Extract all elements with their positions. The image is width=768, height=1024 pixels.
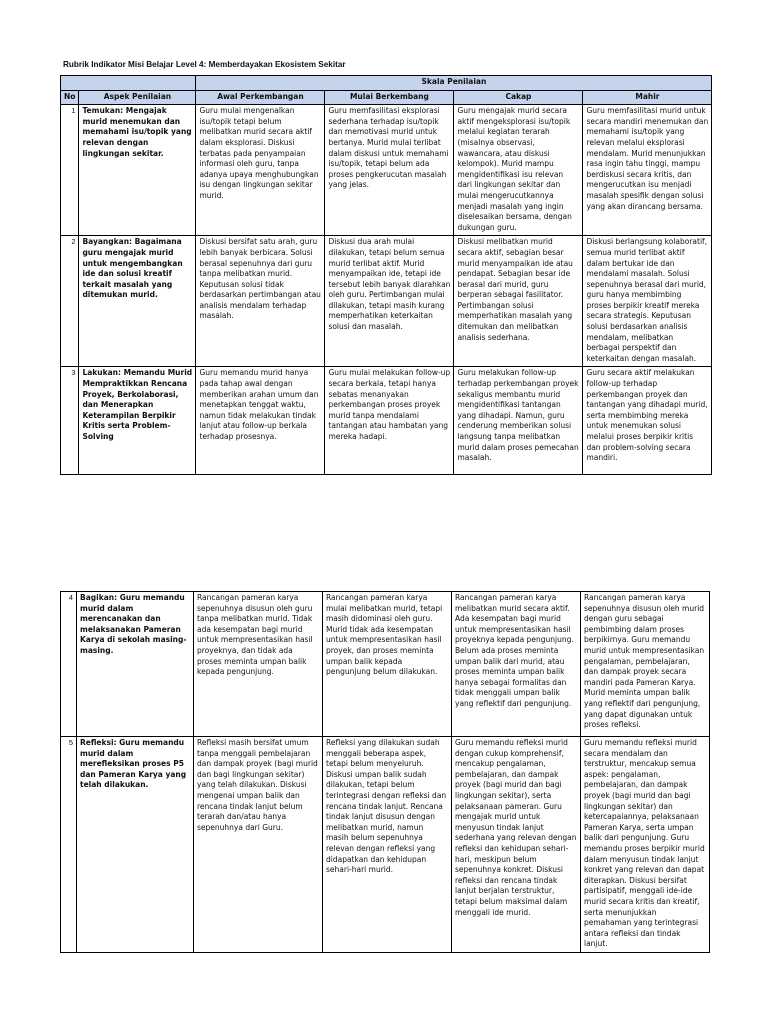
level-mulai-cell: Refleksi yang dilakukan sudah menggali beberapa aspek, tetapi belum menyeluruh. Diskusi umpan balik sudah dilakukan, tetapi belum terintegrasi dengan refleksi dan rencana tindak lanjut. Rencana tindak lanjut disusun dengan melibatkan murid, namun masih belum sepenuhnya relevan dengan refleksi yang didapatkan dan kehidupan sehari-hari murid.: [323, 737, 452, 953]
level-cakap-cell: Diskusi melibatkan murid secara aktif, sebagian besar murid menyampaikan ide atau pendapat. Sebagian besar ide berasal dari murid, guru berperan sebagai fasilitator. Pertimbangan solusi memperhatikan masalah yang ditemukan dan melibatkan analisis sederhana.: [454, 236, 583, 367]
table-row: [61, 367, 712, 475]
row-number: 5: [61, 737, 77, 953]
header-level-mulai: Mulai Berkembang: [325, 90, 454, 105]
level-mulai-cell: Rancangan pameran karya mulai melibatkan murid, tetapi masih didominasi oleh guru. Murid tidak ada kesempatan untuk mempresentasikan hasil proyek, dan proses meminta umpan balik kepada pengunjung belum dilakukan.: [323, 592, 452, 737]
aspect-cell: Refleksi: Guru memandu murid dalam merefleksikan proses P5 dan Pameran Karya yang telah dilakukan.: [77, 737, 194, 953]
header-skala-penilaian: Skala Penilaian: [196, 76, 712, 91]
aspect-cell: Bagikan: Guru memandu murid dalam merencanakan dan melaksanakan Pameran Karya di sekolah masing-masing.: [77, 592, 194, 737]
rubric-table-page-2: [60, 591, 710, 953]
level-mahir-cell: Guru memfasilitasi murid untuk secara mandiri menemukan dan memahami isu/topik yang relevan melalui eksplorasi mendalam. Murid menunjukkan rasa ingin tahu tinggi, mampu berdiskusi secara kritis, dan mengerucutkan isu menjadi masalah spesifik dengan solusi yang akan dirancang bersama.: [583, 105, 712, 236]
row-number: 2: [61, 236, 79, 367]
level-cakap-cell: Guru memandu refleksi murid dengan cukup komprehensif, mencakup pengalaman, pembelajaran, dan dampak proyek (bagi murid dan bagi lingkungan sekitar), serta pelaksanaan pameran. Guru mengajak murid untuk menyusun tindak lanjut sederhana yang relevan dengan refleksi dan kehidupan sehari-hari, meskipun belum sepenuhnya konkret. Diskusi refleksi dan rencana tindak lanjut berjalan terstruktur, tetapi belum maksimal dalam menggali ide murid.: [452, 737, 581, 953]
document-title: Rubrik Indikator Misi Belajar Level 4: Memberdayakan Ekosistem Sekitar: [63, 60, 346, 69]
aspect-cell: Temukan: Mengajak murid menemukan dan memahami isu/topik yang relevan dengan lingkungan sekitar.: [79, 105, 196, 236]
header-row-columns: [61, 90, 712, 105]
level-mulai-cell: Guru mulai melakukan follow-up secara berkala, tetapi hanya sebatas menanyakan perkembangan proses proyek murid tanpa mendalami tantangan atau hambatan yang mereka hadapi.: [325, 367, 454, 475]
table-row: [61, 105, 712, 236]
level-mahir-cell: Diskusi berlangsung kolaboratif, semua murid terlibat aktif dalam bertukar ide dan mendalami masalah. Solusi sepenuhnya berasal dari murid, guru hanya membimbing proses berpikir kreatif mereka secara strategis. Keputusan solusi berdasarkan analisis mendalam, melibatkan berbagai perspektif dan keterkaitan dengan masalah.: [583, 236, 712, 367]
header-level-mahir: Mahir: [583, 90, 712, 105]
level-awal-cell: Rancangan pameran karya sepenuhnya disusun oleh guru tanpa melibatkan murid. Tidak ada kesempatan bagi murid untuk mempresentasikan hasil proyeknya, dan tidak ada proses meminta umpan balik kepada pengunjung.: [194, 592, 323, 737]
row-number: 3: [61, 367, 79, 475]
level-awal-cell: Guru memandu murid hanya pada tahap awal dengan memberikan arahan umum dan menetapkan tenggat waktu, namun tidak melakukan tindak lanjut atau follow-up berkala terhadap prosesnya.: [196, 367, 325, 475]
level-cakap-cell: Guru mengajak murid secara aktif mengeksplorasi isu/topik melalui kegiatan terarah (misalnya observasi, wawancara, atau diskusi kelompok). Murid mampu mengidentifikasi isu relevan dari lingkungan sekitar dan mulai mengerucutkannya menjadi masalah yang ingin diselesaikan bersama, dengan dukungan guru.: [454, 105, 583, 236]
level-cakap-cell: Guru melakukan follow-up terhadap perkembangan proyek sekaligus membantu murid mengidentifikasi tantangan yang dihadapi. Namun, guru cenderung memberikan solusi langsung tanpa melibatkan murid dalam proses pemecahan masalah.: [454, 367, 583, 475]
level-mulai-cell: Guru memfasilitasi eksplorasi sederhana terhadap isu/topik dan memotivasi murid untuk bertanya. Murid mulai terlibat dalam diskusi untuk memahami isu/topik, tetapi belum ada proses pengkerucutan masalah yang jelas.: [325, 105, 454, 236]
level-mulai-cell: Diskusi dua arah mulai dilakukan, tetapi belum semua murid terlibat aktif. Murid menyampaikan ide, tetapi ide tersebut lebih banyak diarahkan oleh guru. Pertimbangan mulai dilakukan, tetapi masih kurang memperhatikan keterkaitan solusi dan masalah.: [325, 236, 454, 367]
level-mahir-cell: Guru secara aktif melakukan follow-up terhadap perkembangan proyek dan tantangan yang dihadapi murid, serta membimbing mereka untuk menemukan solusi melalui proses berpikir kritis dan problem-solving secara mandiri.: [583, 367, 712, 475]
table-row: [61, 737, 710, 953]
aspect-cell: Bayangkan: Bagaimana guru mengajak murid untuk mengembangkan ide dan solusi kreatif terkait masalah yang ditemukan murid.: [79, 236, 196, 367]
rubric-table-page-1: [60, 75, 712, 475]
table-row: [61, 236, 712, 367]
level-mahir-cell: Guru memandu refleksi murid secara mendalam dan terstruktur, mencakup semua aspek: pengalaman, pembelajaran, dan dampak proyek (bagi murid dan bagi lingkungan sekitar) dan ketercapaiannya, pelaksanaan Pameran Karya, serta umpan balik dari pengunjung. Guru memandu proses berpikir murid dalam menyusun tindak lanjut konkret yang relevan dan dapat diterapkan. Diskusi bersifat partisipatif, menggali ide-ide murid secara kritis dan kreatif, serta menunjukkan pemahaman yang terintegrasi antara refleksi dan tindak lanjut.: [581, 737, 710, 953]
header-row-scale: [61, 76, 712, 91]
row-number: 1: [61, 105, 79, 236]
header-aspek: Aspek Penilaian: [79, 90, 196, 105]
aspect-cell: Lakukan: Memandu Murid Mempraktikkan Rencana Proyek, Berkolaborasi, dan Menerapkan Keterampilan Berpikir Kritis serta Problem-Solving: [79, 367, 196, 475]
row-number: 4: [61, 592, 77, 737]
level-awal-cell: Diskusi bersifat satu arah, guru lebih banyak berbicara. Solusi berasal sepenuhnya dari guru tanpa melibatkan murid. Keputusan solusi tidak berdasarkan pertimbangan atau analisis mendalam terhadap masalah.: [196, 236, 325, 367]
level-awal-cell: Refleksi masih bersifat umum tanpa menggali pembelajaran dan dampak proyek (bagi murid dan bagi lingkungan sekitar) yang telah dilakukan. Diskusi mengenai umpan balik dan rencana tindak lanjut belum terarah dan/atau hanya sepenuhnya dari Guru.: [194, 737, 323, 953]
header-blank: [61, 76, 196, 91]
level-mahir-cell: Rancangan pameran karya sepenuhnya disusun oleh murid dengan guru sebagai pembimbing dalam proses berpikirnya. Guru memandu murid untuk mempresentasikan pengalaman, pembelajaran, dan dampak proyek secara mandiri pada Pameran Karya. Murid meminta umpan balik yang reflektif dari pengunjung, yang dapat digunakan untuk proses refleksi.: [581, 592, 710, 737]
level-cakap-cell: Rancangan pameran karya melibatkan murid secara aktif. Ada kesempatan bagi murid untuk mempresentasikan hasil proyeknya kepada pengunjung. Belum ada proses meminta umpan balik dari murid, atau proses meminta umpan balik hanya sebagai formalitas dan tidak menggali umpan balik yang reflektif dari pengunjung.: [452, 592, 581, 737]
header-no: No: [61, 90, 79, 105]
table-row: [61, 592, 710, 737]
header-level-awal: Awal Perkembangan: [196, 90, 325, 105]
header-level-cakap: Cakap: [454, 90, 583, 105]
level-awal-cell: Guru mulai mengenalkan isu/topik tetapi belum melibatkan murid secara aktif dalam eksplorasi. Diskusi terbatas pada penyampaian informasi oleh guru, tanpa adanya upaya menghubungkan isu dengan lingkungan sekitar murid.: [196, 105, 325, 236]
